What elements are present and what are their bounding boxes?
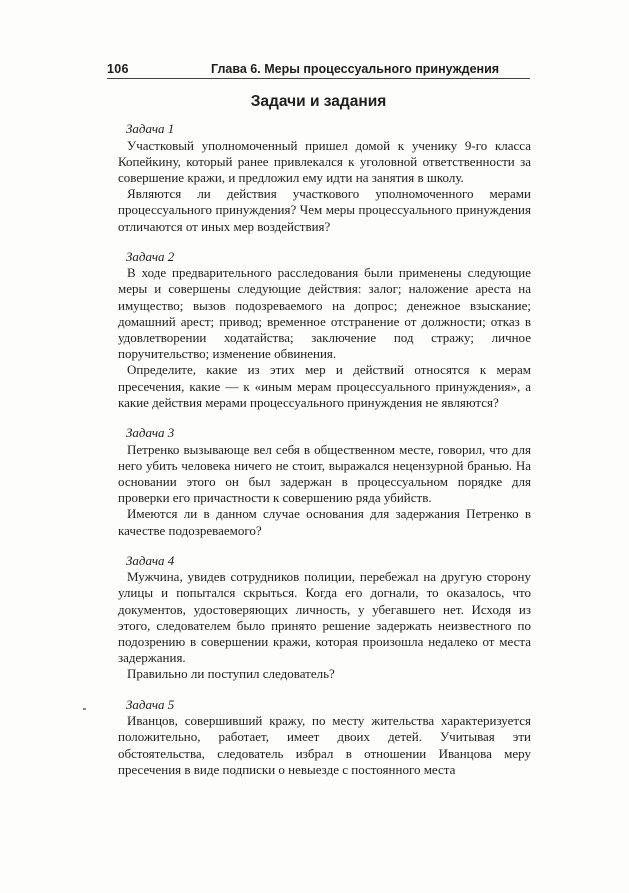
task-4	[118, 553, 531, 683]
task-title: Задача 2	[126, 248, 175, 264]
task-paragraph: Иванцов, совершивший кражу, по месту жительства характеризуется положительно, работает, имеет двоих детей. Учитывая эти обстоятельства, следователь избрал в отношении Иванцова меру пресечения в виде подписки о невыезде с постоянного места	[118, 713, 531, 777]
task-question: Имеются ли в данном случае основания для задержания Петренко в качестве подозреваемого?	[118, 506, 531, 538]
task-title: Задача 4	[126, 552, 175, 568]
task-5	[118, 697, 531, 778]
section-title: Задачи и задания	[250, 93, 387, 110]
task-question: Являются ли действия участкового уполномоченного мерами процессуального принуждения? Чем меры процессуального принуждения отличаются от иных мер воздействия?	[118, 186, 531, 234]
tasks-list	[118, 121, 531, 792]
task-1	[118, 121, 531, 235]
task-title: Задача 1	[126, 121, 175, 136]
task-question: Определите, какие из этих мер и действий относятся к мерам пресечения, какие — к «иным мерам процессуального принуждения», а какие действия мерами процессуального принуждения не являются?	[118, 362, 531, 410]
task-title: Задача 5	[126, 696, 175, 712]
task-2	[118, 249, 531, 411]
task-paragraph: Мужчина, увидев сотрудников полиции, перебежал на другую сторону улицы и попытался скрыться. Когда его догнали, то оказалось, что документов, удостоверяющих личность, у убегавшего нет. Исходя из этого, следователем было принято решение задержать неизвестного по подозрению в совершении кражи, которая произошла недалеко от места задержания.	[118, 569, 531, 666]
task-3	[118, 425, 531, 539]
running-header	[107, 62, 530, 79]
task-paragraph: Участковый уполномоченный пришел домой к ученику 9-го класса Копейкину, который ранее привлекался к уголовной ответственности за совершение кражи, и предложил ему идти на занятия в школу.	[118, 137, 531, 185]
task-question: Правильно ли поступил следователь?	[127, 666, 335, 682]
task-paragraph: В ходе предварительного расследования были применены следующие меры и совершены следующие действия: залог; наложение ареста на имущество; вызов подозреваемого на допрос; денежное взыскание; домашний арест; привод; временное отстранение от должности; отказ в удовлетворении ходатайства; заключение под стражу; личное поручительство; изменение обвинения.	[118, 265, 531, 362]
page-number: 106	[107, 62, 129, 76]
task-paragraph: Петренко вызывающе вел себя в общественном месте, говорил, что для него убить человека ничего не стоит, выражался нецензурной бранью. На основании этого он был задержан в процессуальном порядке для проверки его причастности к совершению ряда убийств.	[118, 441, 531, 506]
scan-speck	[83, 708, 86, 710]
chapter-title: Глава 6. Меры процессуального принуждения	[211, 62, 500, 76]
task-title: Задача 3	[126, 425, 175, 441]
